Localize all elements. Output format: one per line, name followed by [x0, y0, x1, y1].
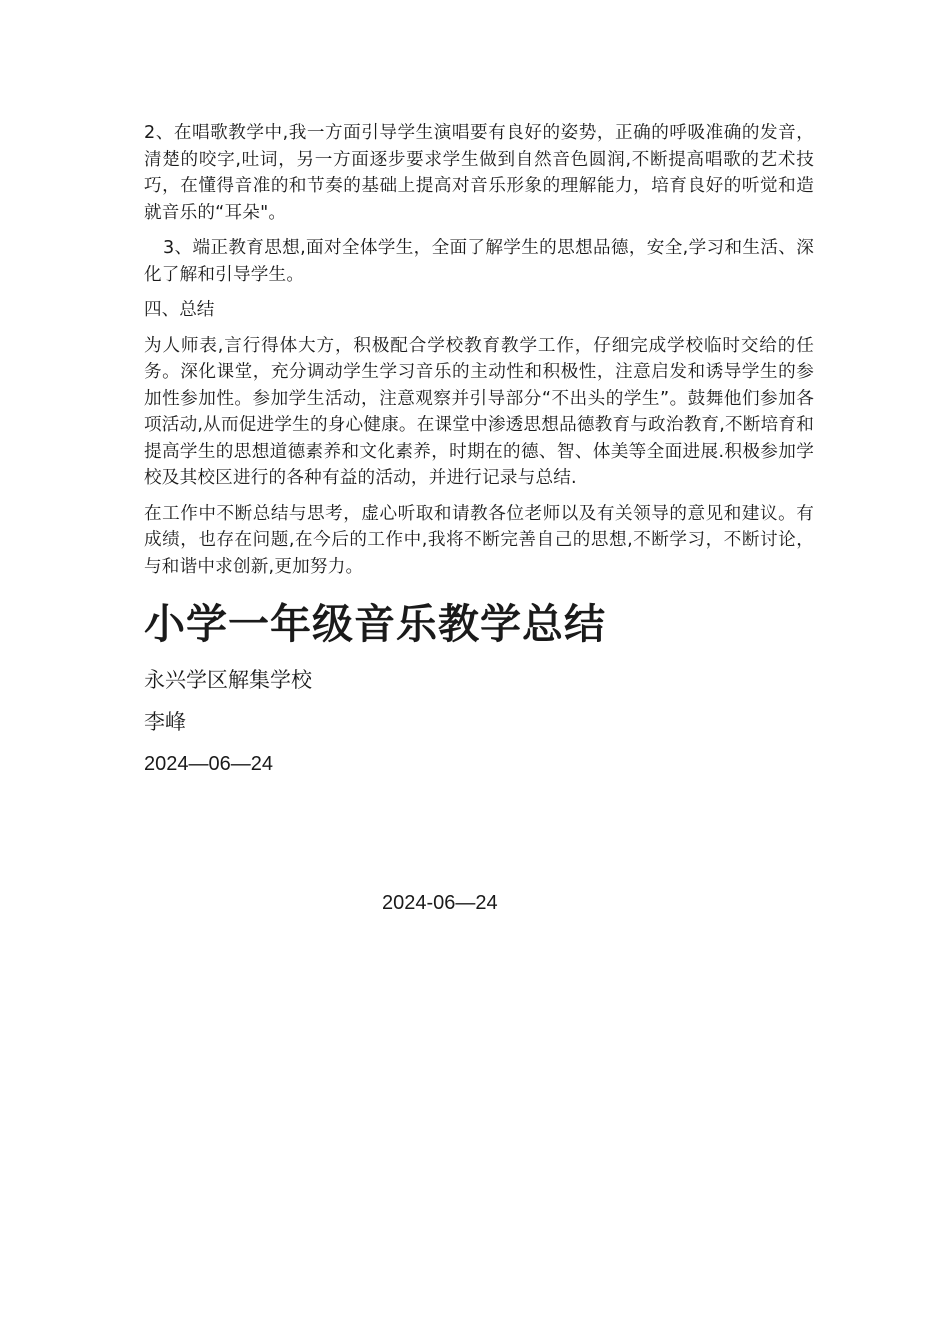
document-title: 小学一年级音乐教学总结	[144, 600, 606, 648]
paragraph-reflection: 在工作中不断总结与思考，虚心听取和请教各位老师以及有关领导的意见和建议。有成绩，也存在问题,在今后的工作中,我将不断完善自己的思想,不断学习，不断讨论，与和谐中求创新,更加努力。	[144, 503, 814, 577]
footer-date: 2024-06—24	[382, 892, 498, 914]
document-date: 2024—06—24	[144, 753, 273, 775]
paragraph-education-thought: 3、端正教育思想,面对全体学生，全面了解学生的思想品德，安全,学习和生活、深化了解和引导学生。	[144, 238, 814, 285]
paragraph-singing-teaching: 2、在唱歌教学中,我一方面引导学生演唱要有良好的姿势，正确的呼吸准确的发音，清楚的咬字,吐词，另一方面逐步要求学生做到自然音色圆润,不断提高唱歌的艺术技巧，在懂得音准的和节奏的基础上提高对音乐形象的理解能力，培育良好的听觉和造就音乐的“耳朵"。	[144, 123, 814, 223]
section-heading-summary: 四、总结	[144, 300, 215, 320]
document-page	[144, 120, 814, 792]
paragraph-summary: 为人师表,言行得体大方，积极配合学校教育教学工作，仔细完成学校临时交给的任务。深化课堂，充分调动学生学习音乐的主动性和积极性，注意启发和诱导学生的参加性参加性。参加学生活动，注意观察并引导部分“不出头的学生”。鼓舞他们参加各项活动,从而促进学生的身心健康。在课堂中渗透思想品德教育与政治教育,不断培育和提高学生的思想道德素养和文化素养，时期在的德、智、体美等全面进展.积极参加学校及其校区进行的各种有益的活动，并进行记录与总结.	[144, 335, 814, 488]
author-name: 李峰	[144, 710, 186, 734]
school-name: 永兴学区解集学校	[144, 668, 312, 692]
